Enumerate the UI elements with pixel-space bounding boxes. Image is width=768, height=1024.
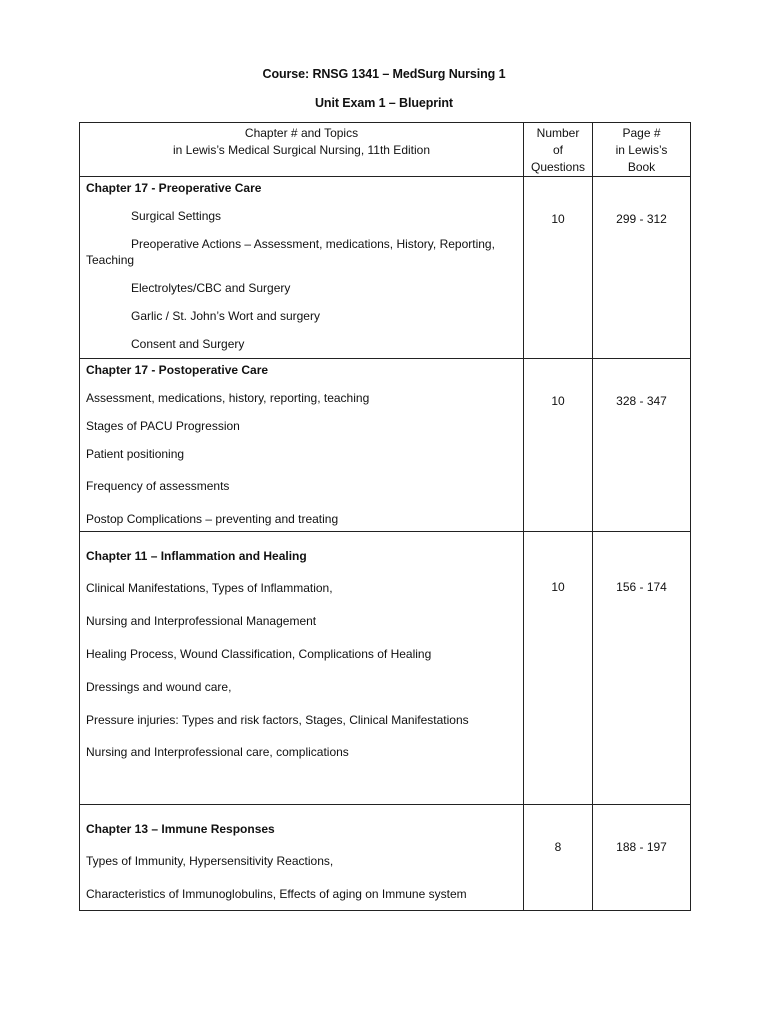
exam-title: Unit Exam 1 – Blueprint <box>314 96 453 110</box>
questions-cell: 10 <box>524 532 593 805</box>
page-header <box>593 123 691 177</box>
topics-cell <box>80 805 524 911</box>
chapter-title: Chapter 11 – Inflammation and Healing <box>86 549 307 563</box>
questions-header <box>524 123 593 177</box>
topic-item: Pressure injuries: Types and risk factors, Stages, Clinical Manifestations <box>86 713 469 727</box>
topic-item: Postop Complications – preventing and treating <box>86 512 339 526</box>
table-row <box>80 805 691 911</box>
questions-cell: 10 <box>524 177 593 359</box>
pages-cell: 188 - 197 <box>593 805 691 911</box>
chapter-title: Chapter 17 - Preoperative Care <box>86 181 262 195</box>
topic-item: Assessment, medications, history, reporting, teaching <box>86 391 370 405</box>
topic-item: Clinical Manifestations, Types of Inflammation, <box>86 581 333 595</box>
blueprint-table <box>79 122 691 911</box>
table-header-row <box>80 123 691 177</box>
page-header-line2: in Lewis’s <box>615 143 668 157</box>
topics-header-line1: Chapter # and Topics <box>244 126 359 140</box>
pages-cell: 299 - 312 <box>593 177 691 359</box>
topic-item: Teaching <box>86 253 135 267</box>
page-header-line3: Book <box>627 160 656 174</box>
topic-item: Nursing and Interprofessional care, complications <box>86 745 349 759</box>
topic-item: Nursing and Interprofessional Management <box>86 614 317 628</box>
questions-cell: 10 <box>524 359 593 532</box>
topics-cell <box>80 177 524 359</box>
questions-cell: 8 <box>524 805 593 911</box>
chapter-title: Chapter 17 - Postoperative Care <box>86 363 269 377</box>
topic-item: Frequency of assessments <box>86 479 230 493</box>
topic-item: Preoperative Actions – Assessment, medications, History, Reporting, <box>131 237 495 251</box>
topic-item: Electrolytes/CBC and Surgery <box>131 281 291 295</box>
topic-item: Surgical Settings <box>131 209 222 223</box>
topics-cell <box>80 359 524 532</box>
table-row <box>80 177 691 359</box>
questions-header-line2: of <box>552 143 563 157</box>
page-header-line1: Page # <box>622 126 661 140</box>
topic-item: Types of Immunity, Hypersensitivity Reactions, <box>86 854 334 868</box>
topics-header <box>80 123 524 177</box>
pages-cell: 328 - 347 <box>593 359 691 532</box>
table-row <box>80 532 691 805</box>
pages-cell: 156 - 174 <box>593 532 691 805</box>
topic-item: Healing Process, Wound Classification, Complications of Healing <box>86 647 432 661</box>
topic-item: Consent and Surgery <box>131 337 245 351</box>
questions-header-line1: Number <box>536 126 580 140</box>
chapter-title: Chapter 13 – Immune Responses <box>86 822 275 836</box>
topic-item: Garlic / St. John’s Wort and surgery <box>131 309 320 323</box>
questions-header-line3: Questions <box>530 160 586 174</box>
topics-header-line2: in Lewis’s Medical Surgical Nursing, 11th Edition <box>172 143 430 157</box>
topic-item: Patient positioning <box>86 447 185 461</box>
course-title: Course: RNSG 1341 – MedSurg Nursing 1 <box>262 67 506 81</box>
topics-cell <box>80 532 524 805</box>
topic-item: Stages of PACU Progression <box>86 419 240 433</box>
table-row <box>80 359 691 532</box>
topic-item: Characteristics of Immunoglobulins, Effects of aging on Immune system <box>86 887 467 901</box>
topic-item: Dressings and wound care, <box>86 680 232 694</box>
